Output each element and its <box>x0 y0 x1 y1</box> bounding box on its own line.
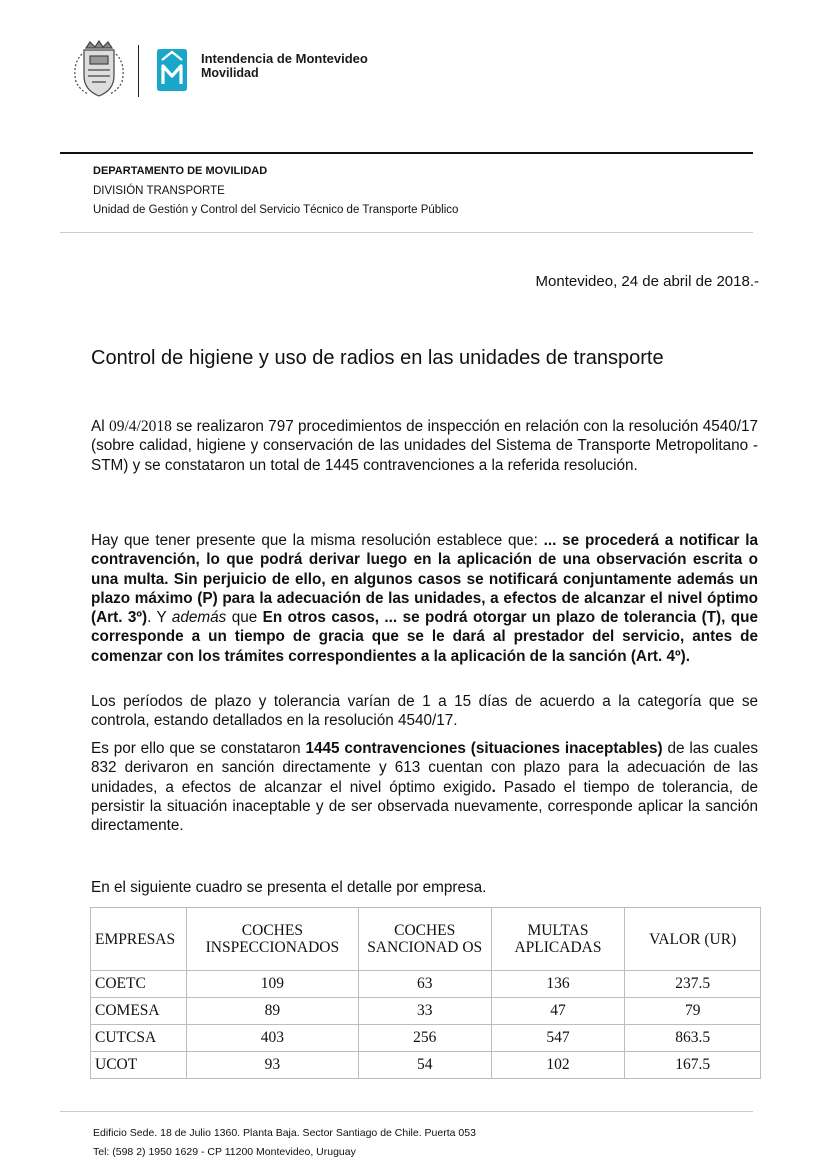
cell-sancionados: 33 <box>358 998 491 1025</box>
header-coches-sancionados: COCHES SANCIONAD OS <box>358 908 491 971</box>
paragraph-inspections: Al 09/4/2018 se realizaron 797 procedimientos de inspección en relación con la resolución 4540/17 (sobre calidad, higiene y conservación de las unidades del Sistema de Transporte Metropolitano - STM) y se constataron un total de 1445 contravenciones a la referida resolución. <box>91 418 758 474</box>
section-rule <box>60 232 753 233</box>
table-row <box>91 1025 761 1052</box>
paragraph-resolution: Hay que tener presente que la misma resolución establece que: ... se procederá a notificar la contravención, lo que podrá derivar luego en la aplicación de una observación escrita o una multa. Sin perjuicio de ello, en algunos casos se notificará conjuntamente además un plazo máximo (P) para la adecuación de las unidades, a efectos de alcanzar el nivel óptimo (Art. 3º). Y además que En otros casos, ... se podrá otorgar un plazo de tolerancia (T), que corresponde a un tiempo de gracia que se le dará al prestador del servicio, antes de comenzar con los trámites correspondientes a la aplicación de la sanción (Art. 4º). <box>91 532 758 665</box>
division-name: DIVISIÓN TRANSPORTE <box>93 185 225 197</box>
table-row <box>91 998 761 1025</box>
cell-multas: 547 <box>491 1025 625 1052</box>
cell-valor: 237.5 <box>625 971 761 998</box>
footer-rule <box>60 1111 753 1112</box>
cell-sancionados: 256 <box>358 1025 491 1052</box>
footer-contact: Tel: (598 2) 1950 1629 - CP 11200 Montevideo, Uruguay <box>93 1146 356 1158</box>
header-valor-ur: VALOR (UR) <box>625 908 761 971</box>
cell-sancionados: 54 <box>358 1052 491 1079</box>
footer-address: Edificio Sede. 18 de Julio 1360. Planta Baja. Sector Santiago de Chile. Puerta 053 <box>93 1127 476 1139</box>
cell-inspeccionados: 403 <box>186 1025 358 1052</box>
table-row <box>91 1052 761 1079</box>
cell-multas: 102 <box>491 1052 625 1079</box>
table-intro: En el siguiente cuadro se presenta el detalle por empresa. <box>91 879 487 896</box>
cell-valor: 863.5 <box>625 1025 761 1052</box>
paragraph-contraventions: Es por ello que se constataron 1445 contravenciones (situaciones inaceptables) de las cuales 832 derivaron en sanción directamente y 613 cuentan con plazo para la adecuación de las unidades, a efectos de alcanzar el nivel óptimo exigido. Pasado el tiempo de tolerancia, de persistir la situación inaceptable y de ser observada nuevamente, corresponde aplicar la sanción directamente. <box>91 740 758 835</box>
movilidad-m-logo-icon <box>154 46 190 92</box>
header-empresas: EMPRESAS <box>91 908 187 971</box>
cell-multas: 47 <box>491 998 625 1025</box>
paragraph-periods: Los períodos de plazo y tolerancia varían de 1 a 15 días de acuerdo a la categoría que se controla, estando detallados en la resolución 4540/17. <box>91 693 758 730</box>
header-multas-aplicadas: MULTAS APLICADAS <box>491 908 625 971</box>
companies-table <box>90 907 761 1079</box>
unit-name: Unidad de Gestión y Control del Servicio Técnico de Transporte Público <box>93 204 459 216</box>
cell-empresa: UCOT <box>91 1052 187 1079</box>
cell-sancionados: 63 <box>358 971 491 998</box>
header-rule <box>60 152 753 154</box>
org-subtitle: Movilidad <box>201 66 259 80</box>
org-name: Intendencia de Montevideo <box>201 51 368 66</box>
department-name: DEPARTAMENTO DE MOVILIDAD <box>93 165 268 177</box>
cell-empresa: CUTCSA <box>91 1025 187 1052</box>
table-row <box>91 971 761 998</box>
cell-valor: 167.5 <box>625 1052 761 1079</box>
cell-inspeccionados: 89 <box>186 998 358 1025</box>
document-date: Montevideo, 24 de abril de 2018.- <box>535 273 759 290</box>
header-coches-inspeccionados: COCHES INSPECCIONADOS <box>186 908 358 971</box>
table-header-row <box>91 908 761 971</box>
cell-multas: 136 <box>491 971 625 998</box>
logo-divider <box>138 45 139 97</box>
cell-empresa: COMESA <box>91 998 187 1025</box>
cell-inspeccionados: 109 <box>186 971 358 998</box>
montevideo-coat-of-arms-icon <box>68 40 130 100</box>
cell-inspeccionados: 93 <box>186 1052 358 1079</box>
header-logos <box>68 40 398 100</box>
document-title: Control de higiene y uso de radios en las unidades de transporte <box>91 347 664 369</box>
cell-empresa: COETC <box>91 971 187 998</box>
cell-valor: 79 <box>625 998 761 1025</box>
